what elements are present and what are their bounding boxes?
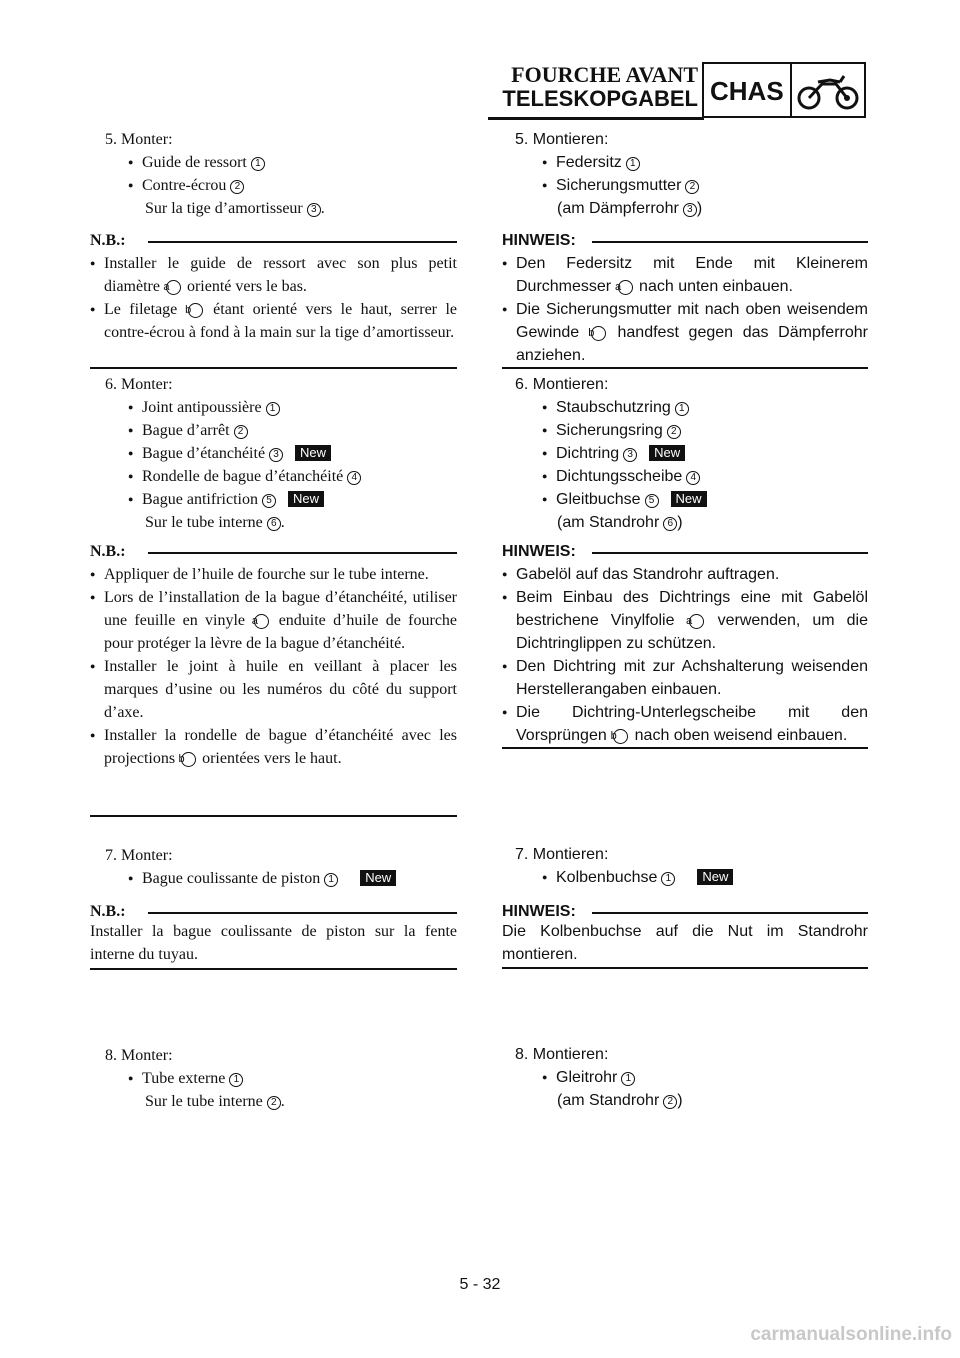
header-title-de: TELESKOPGABEL [502, 86, 698, 111]
callout-3: 3 [683, 203, 697, 217]
step-6-item-2: ● Bague d’arrêt 2 [128, 419, 248, 442]
callout-1: 1 [229, 1073, 243, 1087]
note-2-body [90, 563, 457, 770]
step-6-item-4: ● Dichtungsscheibe 4 [542, 465, 700, 488]
step-6-title: 6. Montieren: [515, 376, 609, 393]
step-5-item-1: ● Federsitz 1 [542, 151, 640, 174]
step-5-title: 5. Monter: [105, 131, 173, 148]
callout-2: 2 [685, 180, 699, 194]
new-badge: New [697, 869, 733, 885]
note-2-header: HINWEIS: [502, 543, 868, 563]
step-6-item-5: ● Gleitbuchse 5 New [542, 488, 707, 511]
new-badge: New [360, 870, 396, 886]
note-1-footer [502, 367, 868, 369]
note-2-bullet-3: ● Installer le joint à huile en veillant à placer les marques d’usine ou les numéros du côté du support d’axe. [90, 655, 457, 724]
note-1-bullet-2: ● Le filetage b étant orienté vers le haut, serrer le contre-écrou à fond à la main sur la tige d’amortisseur. [90, 298, 457, 344]
step-5-item-2: ● Contre-écrou 2 [128, 174, 244, 197]
callout-b: b [181, 752, 196, 767]
note-2-footer [90, 815, 457, 817]
step-7-item-1: ● Kolbenbuchse 1 New [542, 866, 733, 889]
step-6-item-2: ● Sicherungsring 2 [542, 419, 681, 442]
note-2-body [502, 563, 868, 747]
step-5-sub: (am Dämpferrohr 3 ) [557, 200, 703, 217]
note-3-header: N.B.: [90, 903, 457, 923]
callout-5: 5 [262, 494, 276, 508]
callout-6: 6 [663, 517, 677, 531]
header-title-fr: FOURCHE AVANT [511, 62, 698, 87]
note-1-footer [90, 367, 457, 369]
header-underline [488, 117, 704, 120]
step-6-sub: (am Standrohr 6 ) [557, 514, 683, 531]
new-badge: New [649, 445, 685, 461]
new-badge: New [295, 445, 331, 461]
callout-2: 2 [234, 425, 248, 439]
note-1-bullet-1: ● Den Federsitz mit Ende mit Kleinerem Durchmesser a nach unten einbauen. [502, 252, 868, 298]
callout-5: 5 [645, 494, 659, 508]
note-1-bullet-2: ● Die Sicherungsmutter mit nach oben weisendem Gewinde b handfest gegen das Dämpferrohr anziehen. [502, 298, 868, 367]
motorcycle-icon [796, 70, 860, 112]
callout-1: 1 [266, 402, 280, 416]
note-1-body [502, 252, 868, 367]
callout-a: a [618, 280, 633, 295]
note-3-text: Die Kolbenbuchse auf die Nut im Standrohr montieren. [502, 923, 868, 963]
callout-3: 3 [623, 448, 637, 462]
note-1-header: N.B.: [90, 232, 457, 252]
step-6-item-1: ● Joint antipoussière 1 [128, 396, 280, 419]
section-badge [702, 62, 866, 118]
note-3-text: Installer la bague coulissante de piston sur la fente interne du tuyau. [90, 923, 457, 963]
note-3-header: HINWEIS: [502, 903, 868, 923]
note-1-body [90, 252, 457, 344]
callout-2: 2 [667, 425, 681, 439]
page-header [488, 62, 870, 122]
note-2-bullet-2: ● Beim Einbau des Dichtrings eine mit Gabelöl bestrichene Vinylfolie a verwenden, um die Dichtringlippen zu schützen. [502, 586, 868, 655]
new-badge: New [671, 491, 707, 507]
note-2-bullet-4: ● Die Dichtring-Unterlegscheibe mit den Vorsprüngen b nach oben weisend einbauen. [502, 701, 868, 747]
step-6-item-3: ● Bague d’étanchéité 3 New [128, 442, 331, 465]
step-6-item-4: ● Rondelle de bague d’étanchéité 4 [128, 465, 361, 488]
step-5-title: 5. Montieren: [515, 131, 609, 148]
callout-2: 2 [230, 180, 244, 194]
callout-1: 1 [626, 157, 640, 171]
step-6-item-1: ● Staubschutzring 1 [542, 396, 689, 419]
callout-1: 1 [621, 1072, 635, 1086]
step-8-sub: (am Standrohr 2 ) [557, 1092, 683, 1109]
step-7-item-1: ● Bague coulissante de piston 1 New [128, 867, 396, 890]
step-5-item-1: ● Guide de ressort 1 [128, 151, 265, 174]
callout-6: 6 [267, 517, 281, 531]
callout-b: b [591, 326, 606, 341]
callout-1: 1 [251, 157, 265, 171]
watermark: carmanualsonline.info [750, 1324, 952, 1345]
step-7-title: 7. Montieren: [515, 846, 609, 863]
step-8-title: 8. Montieren: [515, 1046, 609, 1063]
new-badge: New [288, 491, 324, 507]
note-2-bullet-2: ● Lors de l’installation de la bague d’étanchéité, utiliser une feuille en vinyle a enduite d’huile de fourche pour protéger la lèvre de la bague d’étanchéité. [90, 586, 457, 655]
note-2-bullet-1: ● Gabelöl auf das Standrohr auftragen. [502, 563, 868, 586]
step-7-title: 7. Monter: [105, 847, 173, 864]
callout-a: a [689, 614, 704, 629]
note-3-body [90, 920, 457, 966]
step-5-item-2: ● Sicherungsmutter 2 [542, 174, 699, 197]
callout-1: 1 [675, 402, 689, 416]
callout-b: b [188, 303, 203, 318]
note-3-body [502, 920, 868, 966]
callout-2: 2 [267, 1096, 281, 1110]
step-6-title: 6. Monter: [105, 376, 173, 393]
callout-1: 1 [324, 873, 338, 887]
section-label: CHAS [710, 76, 784, 106]
note-1-header: HINWEIS: [502, 232, 868, 252]
callout-4: 4 [686, 471, 700, 485]
note-3-footer [502, 967, 868, 969]
note-1-bullet-1: ● Installer le guide de ressort avec son plus petit diamètre a orienté vers le bas. [90, 252, 457, 298]
callout-3: 3 [307, 203, 321, 217]
step-8-sub: Sur le tube interne 2 . [145, 1093, 285, 1110]
note-3-footer [90, 968, 457, 970]
callout-3: 3 [269, 448, 283, 462]
callout-a: a [166, 280, 181, 295]
note-2-footer [502, 747, 868, 749]
callout-4: 4 [347, 471, 361, 485]
callout-b: b [613, 729, 628, 744]
note-2-bullet-3: ● Den Dichtring mit zur Achshalterung weisenden Herstellerangaben einbauen. [502, 655, 868, 701]
step-6-item-5: ● Bague antifriction 5 New [128, 488, 324, 511]
page-number: 5 - 32 [459, 1276, 501, 1293]
step-8-item-1: ● Gleitrohr 1 [542, 1066, 635, 1089]
callout-a: a [254, 614, 269, 629]
step-6-sub: Sur le tube interne 6 . [145, 514, 285, 531]
step-8-title: 8. Monter: [105, 1047, 173, 1064]
callout-2: 2 [663, 1095, 677, 1109]
note-2-bullet-4: ● Installer la rondelle de bague d’étanchéité avec les projections b orientées vers le haut. [90, 724, 457, 770]
note-2-header: N.B.: [90, 543, 457, 563]
note-2-bullet-1: ● Appliquer de l’huile de fourche sur le tube interne. [90, 563, 457, 586]
step-8-item-1: ● Tube externe 1 [128, 1067, 243, 1090]
step-5-sub: Sur la tige d’amortisseur 3 . [145, 200, 325, 217]
callout-1: 1 [661, 872, 675, 886]
step-6-item-3: ● Dichtring 3 New [542, 442, 685, 465]
section-divider [790, 64, 792, 116]
